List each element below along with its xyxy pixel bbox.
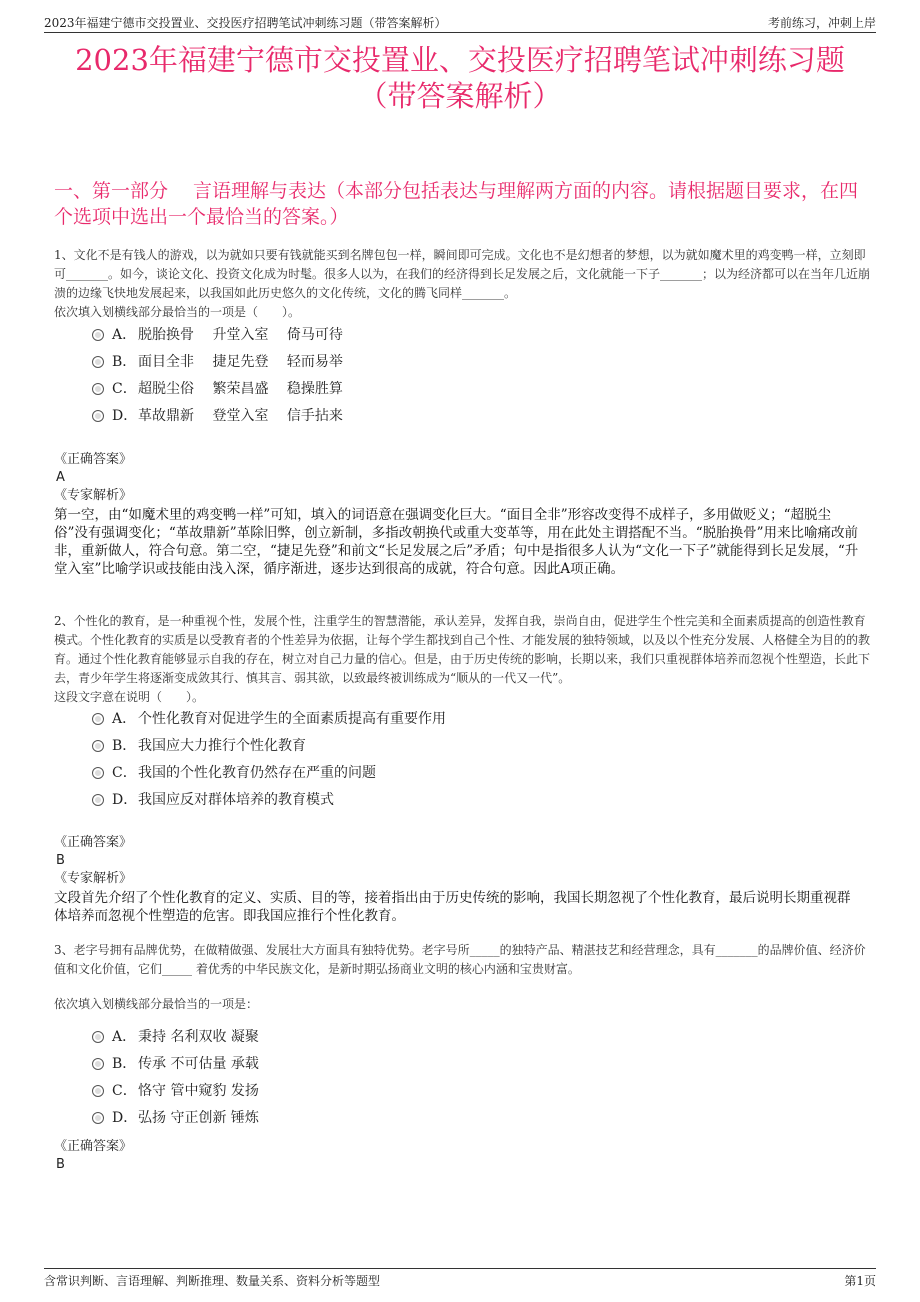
radio-icon[interactable] [92, 794, 104, 806]
radio-icon[interactable] [92, 329, 104, 341]
header-title: 2023年福建宁德市交投置业、交投医疗招聘笔试冲刺练习题（带答案解析） [44, 16, 447, 30]
analysis-label: 《专家解析》 [54, 488, 133, 503]
option-a[interactable]: A． 个性化教育对促进学生的全面素质提高有重要作用 [92, 706, 446, 733]
question-3-stem [54, 941, 870, 1014]
option-d[interactable]: D．弘扬 守正创新 锤炼 [92, 1105, 259, 1132]
radio-icon[interactable] [92, 383, 104, 395]
answer-label: 《正确答案》 [54, 452, 133, 467]
radio-icon[interactable] [92, 1031, 104, 1043]
analysis-label: 《专家解析》 [54, 871, 133, 886]
answer-value: B [56, 1157, 65, 1172]
question-2-options [92, 706, 446, 814]
option-d[interactable]: D．我国应反对群体培养的教育模式 [92, 787, 446, 814]
option-c[interactable]: C．我国的个性化教育仍然存在严重的问题 [92, 760, 446, 787]
option-c[interactable]: C．超脱尘俗 繁荣昌盛 稳操胜算 [92, 376, 343, 403]
question-2-stem [54, 612, 870, 707]
section-heading: 一、第一部分 言语理解与表达（本部分包括表达与理解两方面的内容。请根据题目要求，在四个选项中选出一个最恰当的答案。） [54, 180, 859, 228]
answer-value: B [56, 853, 65, 868]
option-d[interactable]: D．革故鼎新 登堂入室 信手拈来 [92, 403, 343, 430]
title-line-1: 2023年福建宁德市交投置业、交投医疗招聘笔试冲刺练习题 [75, 43, 845, 77]
page-number: 第1页 [844, 1274, 876, 1288]
question-3-answer [54, 1138, 860, 1174]
radio-icon[interactable] [92, 767, 104, 779]
answer-label: 《正确答案》 [54, 1139, 133, 1154]
answer-value: A [56, 470, 65, 485]
question-prompt: 这段文字意在说明（ ）。 [54, 690, 205, 704]
question-text: 2、个性化的教育，是一种重视个性，发展个性，注重学生的智慧潜能，承认差异，发挥自我，崇尚自由，促进学生个性完美和全面素质提高的创造性教育模式。个性化教育的实质是以受教育者的个性差异为依据，让每个学生都找到自己个性、才能发展的独特领域，以及以个性充分发展、人格健全为目的的教育。通过个性化教育能够显示自我的存在，树立对自己力量的信心。但是，由于历史传统的影响，长期以来，我们只重视群体培养而忽视个性塑造，长此下去，青少年学生将逐渐变成敛其行、慎其言、弱其欲，以致最终被训练成为“顺从的一代又一代”。 [54, 614, 871, 685]
radio-icon[interactable] [92, 1058, 104, 1070]
page-header [44, 14, 876, 33]
radio-icon[interactable] [92, 713, 104, 725]
option-b[interactable]: B． 传承 不可估量 承载 [92, 1051, 259, 1078]
option-b[interactable]: B． 我国应大力推行个性化教育 [92, 733, 446, 760]
question-2-answer [54, 834, 860, 888]
question-2-analysis: 文段首先介绍了个性化教育的定义、实质、目的等，接着指出由于历史传统的影响，我国长期忽视了个性化教育，最后说明长期重视群体培养而忽视个性塑造的危害。即我国应推行个性化教育。 [54, 890, 851, 924]
document-title [44, 42, 876, 114]
radio-icon[interactable] [92, 356, 104, 368]
question-prompt: 依次填入划横线部分最恰当的一项是（ ）。 [54, 305, 301, 319]
radio-icon[interactable] [92, 1112, 104, 1124]
radio-icon[interactable] [92, 1085, 104, 1097]
option-a[interactable]: A． 秉持 名利双收 凝聚 [92, 1024, 259, 1051]
question-3-options [92, 1024, 259, 1132]
option-a[interactable]: A． 脱胎换骨 升堂入室 倚马可待 [92, 322, 343, 349]
title-line-2: （带答案解析） [358, 79, 562, 113]
question-1-answer [54, 451, 860, 505]
question-prompt: 依次填入划横线部分最恰当的一项是： [54, 997, 259, 1011]
question-1-stem [54, 246, 870, 322]
header-slogan: 考前练习，冲刺上岸 [767, 16, 876, 30]
radio-icon[interactable] [92, 740, 104, 752]
question-1-options [92, 322, 343, 430]
answer-label: 《正确答案》 [54, 835, 133, 850]
question-text: 1、文化不是有钱人的游戏，以为就如只要有钱就能买到名牌包包一样，瞬间即可完成。文化也不是幻想者的梦想，以为就如魔术里的鸡变鸭一样，立刻即可_______。如今，谈论文化、投资文化成为时髦。很多人以为，在我们的经济得到长足发展之后，文化就能一下子_______；以为经济都可以在当年几近崩溃的边缘飞快地发展起来，以我国如此历史悠久的文化传统，文化的腾飞同样_______。 [54, 248, 871, 300]
page-footer [44, 1268, 876, 1289]
radio-icon[interactable] [92, 410, 104, 422]
question-text: 3、老字号拥有品牌优势，在做精做强、发展壮大方面具有独特优势。老字号所_____的独特产品、精湛技艺和经营理念，具有_______的品牌价值、经济价值和文化价值，它们_____ 着优秀的中华民族文化，是新时期弘扬商业文明的核心内涵和宝贵财富。 [54, 943, 866, 976]
option-c[interactable]: C．恪守 管中窥豹 发扬 [92, 1078, 259, 1105]
question-1-analysis: 第一空，由“如魔术里的鸡变鸭一样”可知，填入的词语意在强调变化巨大。“面目全非”形容改变得不成样子，多用做贬义；“超脱尘俗”没有强调变化；“革故鼎新”革除旧弊，创立新制，多指改朝换代或重大变革等，用在此处主谓搭配不当。“脱胎换骨”用来比喻痛改前非，重新做人，符合句意。第二空，“捷足先登”和前文“长足发展之后”矛盾；句中是指很多人认为“文化一下子”就能得到长足发展，“升堂入室”比喻学识或技能由浅入深，循序渐进，逐步达到很高的成就，符合句意。因此A项正确。 [54, 507, 859, 577]
option-b[interactable]: B． 面目全非 捷足先登 轻而易举 [92, 349, 343, 376]
footer-note: 含常识判断、言语理解、判断推理、数量关系、资料分析等题型 [44, 1274, 381, 1288]
